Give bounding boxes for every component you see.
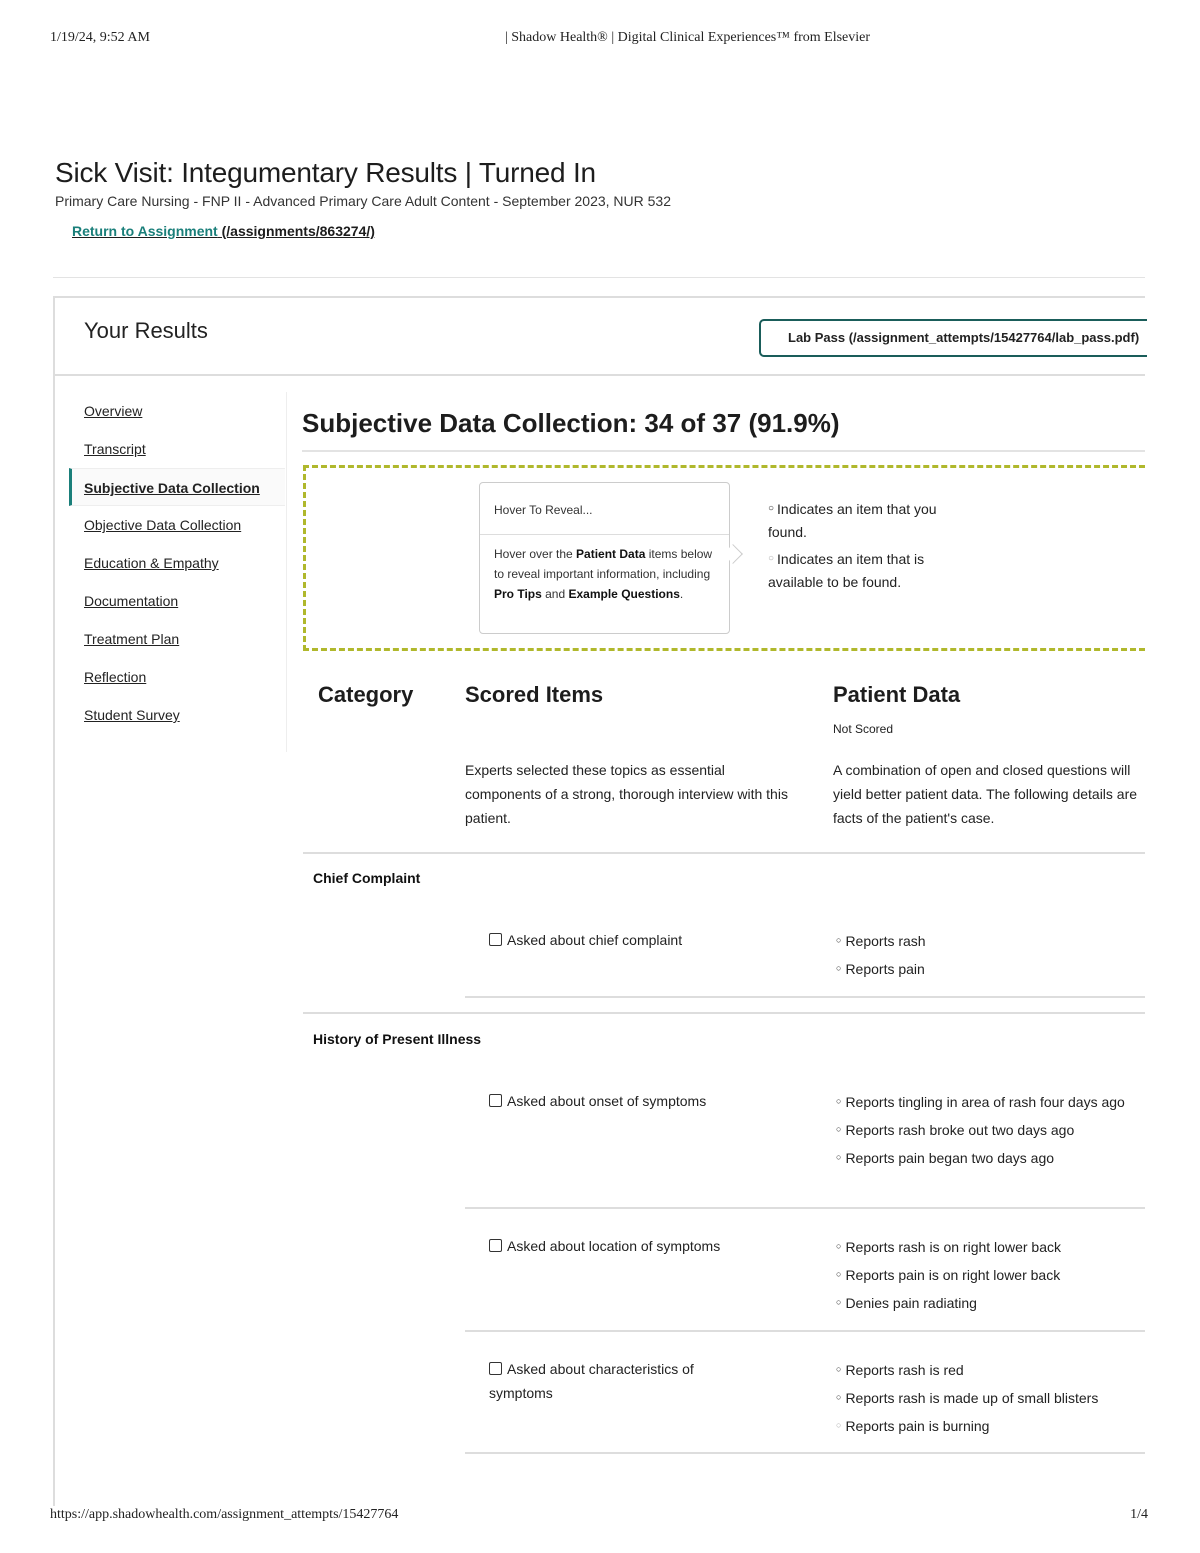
- patient-data-list: [836, 1358, 1145, 1442]
- patient-data-item[interactable]: [836, 1235, 1145, 1259]
- lab-pass-button[interactable]: Lab Pass (/assignment_attempts/15427764/lab_pass.pdf): [759, 319, 1147, 357]
- sidebar-item-objective-data-collection[interactable]: Objective Data Collection: [84, 517, 242, 533]
- return-to-assignment-link[interactable]: [72, 223, 375, 239]
- patient-data-item[interactable]: [836, 1358, 1145, 1382]
- hover-card-body: [480, 535, 729, 604]
- patient-data-text: Reports tingling in area of rash four days ago: [845, 1094, 1125, 1110]
- patient-data-text: Reports pain began two days ago: [845, 1150, 1055, 1166]
- scored-item-label: Asked about chief complaint: [507, 932, 683, 948]
- section-divider: [302, 450, 1145, 452]
- patient-data-item[interactable]: [836, 1146, 1145, 1170]
- available-dot-icon: ○: [836, 1420, 842, 1430]
- checkbox-icon: [489, 1362, 502, 1375]
- hover-text: and: [541, 587, 569, 601]
- hover-text: items below to reveal important information, including: [494, 547, 713, 581]
- print-header: [0, 30, 1200, 50]
- patient-data-item[interactable]: [836, 1263, 1145, 1287]
- page-title: Sick Visit: Integumentary Results | Turned In: [55, 157, 596, 188]
- scored-item-label: Asked about characteristics of symptoms: [489, 1361, 694, 1401]
- found-dot-icon: ○: [836, 1152, 842, 1162]
- hover-text: .: [679, 587, 684, 601]
- patient-data-item[interactable]: [836, 1291, 1145, 1315]
- sidebar-item-documentation[interactable]: Documentation: [84, 593, 179, 609]
- not-scored-label: Not Scored: [833, 722, 894, 736]
- sidebar-divider: [286, 392, 287, 752]
- found-dot-icon: ○: [836, 1096, 842, 1106]
- legend-found: [768, 497, 943, 544]
- sidebar-item-reflection[interactable]: Reflection: [84, 669, 147, 685]
- found-dot-icon: ○: [836, 935, 842, 945]
- found-dot-icon: ○: [836, 1392, 842, 1402]
- hover-to-reveal-card: [479, 482, 730, 634]
- legend-available-text: Indicates an item that is available to be found.: [768, 551, 925, 590]
- patient-data-text: Reports rash broke out two days ago: [845, 1122, 1075, 1138]
- sidebar-item-treatment-plan[interactable]: Treatment Plan: [84, 631, 180, 647]
- course-subtitle: Primary Care Nursing - FNP II - Advanced Primary Care Adult Content - September 2023, NUR 532: [55, 193, 671, 209]
- hover-bold: Patient Data: [576, 547, 646, 561]
- row-divider: [465, 996, 1145, 998]
- results-header: [55, 298, 1145, 376]
- category-divider: [303, 1012, 1145, 1014]
- patient-data-list: [836, 1090, 1145, 1174]
- scored-item: [489, 928, 789, 952]
- patient-data-text: Reports pain: [845, 961, 925, 977]
- print-title: | Shadow Health® | Digital Clinical Experiences™ from Elsevier: [504, 30, 871, 45]
- patient-data-text: Reports pain is on right lower back: [845, 1267, 1061, 1283]
- divider: [53, 277, 1145, 278]
- results-sidebar: [69, 392, 285, 734]
- checkbox-icon: [489, 1094, 502, 1107]
- return-link-path: (/assignments/863274/): [217, 223, 375, 239]
- patient-data-list: [836, 1235, 1145, 1319]
- scored-item-label: Asked about location of symptoms: [507, 1238, 721, 1254]
- patient-data-text: Reports rash is made up of small blisters: [845, 1390, 1099, 1406]
- patient-data-item[interactable]: [836, 1414, 1145, 1438]
- hover-text: Hover over the: [494, 547, 577, 561]
- category-divider: [303, 852, 1145, 854]
- print-url: https://app.shadowhealth.com/assignment_attempts/15427764: [50, 1507, 399, 1522]
- scored-item: [489, 1089, 789, 1113]
- patient-data-text: Reports pain is burning: [845, 1418, 990, 1434]
- category-history-of-present-illness: History of Present Illness: [313, 1031, 482, 1047]
- sidebar-item-transcript[interactable]: Transcript: [84, 441, 146, 457]
- column-header-category: Category: [318, 682, 414, 707]
- patient-data-item[interactable]: [836, 1386, 1145, 1410]
- patient-data-item[interactable]: [836, 1090, 1145, 1114]
- found-dot-icon: ○: [836, 1269, 842, 1279]
- category-chief-complaint: Chief Complaint: [313, 870, 421, 886]
- scored-item-label: Asked about onset of symptoms: [507, 1093, 707, 1109]
- results-title: Your Results: [84, 318, 208, 343]
- patient-data-text: Reports rash is red: [845, 1362, 964, 1378]
- scored-item: [489, 1234, 789, 1258]
- checkbox-icon: [489, 933, 502, 946]
- patient-data-list: [836, 929, 1145, 985]
- hover-bold: Example Questions: [568, 587, 680, 601]
- patient-data-text: Reports rash is on right lower back: [845, 1239, 1061, 1255]
- hover-card-title: Hover To Reveal...: [480, 483, 729, 535]
- scored-items-description: Experts selected these topics as essential components of a strong, thorough interview with this patient.: [465, 762, 788, 826]
- patient-data-description: A combination of open and closed questions will yield better patient data. The following details are facts of the patient's case.: [833, 762, 1138, 826]
- found-dot-icon: ○: [836, 1241, 842, 1251]
- patient-data-text: Denies pain radiating: [845, 1295, 977, 1311]
- row-divider: [465, 1452, 1145, 1454]
- patient-data-item[interactable]: [836, 929, 1145, 953]
- found-dot-icon: ○: [836, 1364, 842, 1374]
- available-dot-icon: ○: [768, 553, 775, 564]
- found-dot-icon: ○: [836, 1297, 842, 1307]
- sidebar-item-subjective-data-collection[interactable]: Subjective Data Collection: [69, 468, 285, 506]
- sidebar-item-education-empathy[interactable]: Education & Empathy: [84, 555, 219, 571]
- legend-found-text: Indicates an item that you found.: [768, 501, 937, 540]
- column-header-patient-data: Patient Data: [833, 682, 961, 707]
- found-dot-icon: ○: [836, 963, 842, 973]
- hover-bold: Pro Tips: [494, 587, 542, 601]
- scored-item: [489, 1357, 749, 1405]
- found-dot-icon: ○: [768, 503, 775, 514]
- patient-data-item[interactable]: [836, 1118, 1145, 1142]
- patient-data-item[interactable]: [836, 957, 1145, 981]
- checkbox-icon: [489, 1239, 502, 1252]
- row-divider: [465, 1330, 1145, 1332]
- patient-data-text: Reports rash: [845, 933, 926, 949]
- column-header-scored-items: Scored Items: [465, 682, 604, 707]
- return-link-label: Return to Assignment: [72, 223, 218, 239]
- row-divider: [465, 1207, 1145, 1209]
- print-page-number: 1/4: [1130, 1507, 1148, 1522]
- legend-available: [768, 547, 943, 594]
- section-title: Subjective Data Collection: 34 of 37 (91.9%): [302, 408, 840, 438]
- sidebar-item-student-survey[interactable]: Student Survey: [84, 707, 180, 723]
- sidebar-item-overview[interactable]: Overview: [84, 403, 143, 419]
- print-date: 1/19/24, 9:52 AM: [50, 30, 150, 45]
- found-dot-icon: ○: [836, 1124, 842, 1134]
